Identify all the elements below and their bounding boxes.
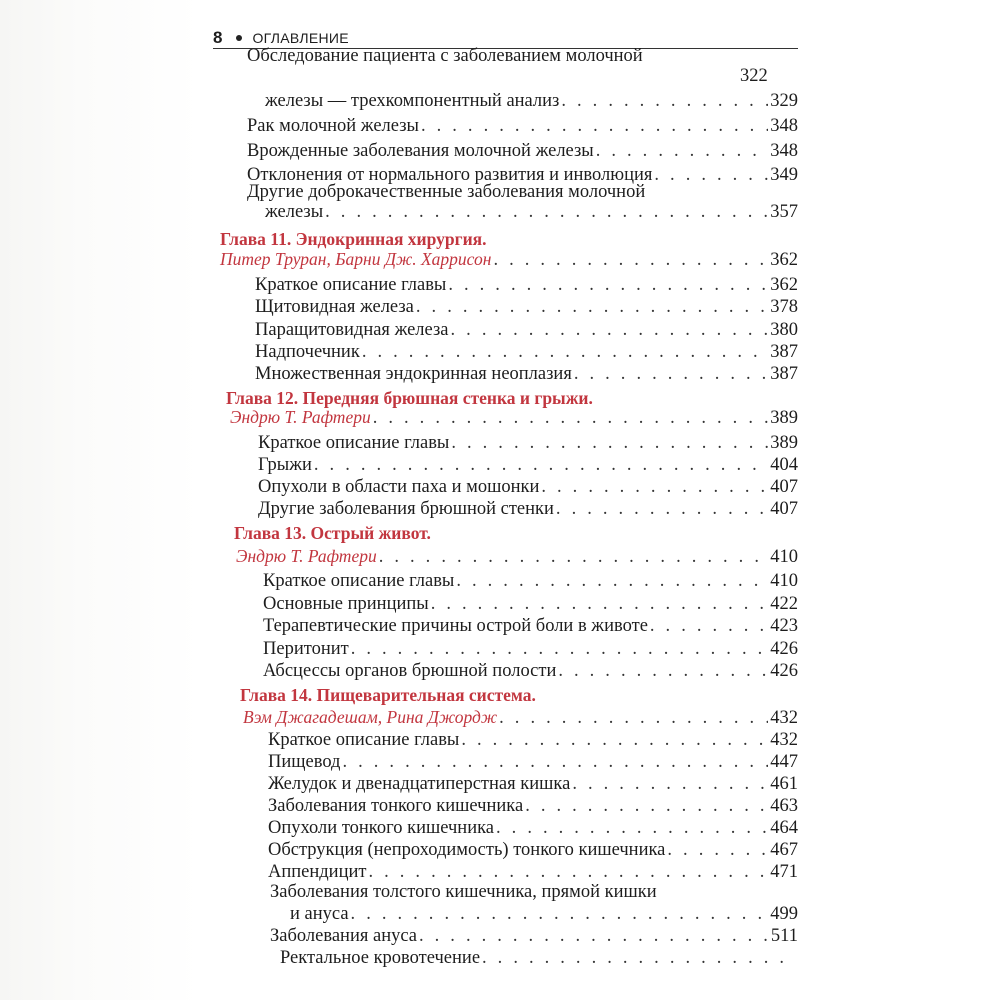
toc-entry[interactable]: и ануса . . . 499 (290, 902, 798, 926)
toc-entry[interactable]: Краткое описание главы . . . 389 (258, 431, 798, 455)
toc-entry[interactable]: Надпочечник . . . 387 (255, 340, 798, 364)
chapter-heading[interactable]: Глава 14. Пищеварительная система. (240, 685, 536, 705)
toc-entry[interactable]: Отклонения от нормального развития и инволюция . . . 349 (247, 163, 798, 187)
toc-entry[interactable]: Абсцессы органов брюшной полости . . . 426 (263, 659, 798, 683)
toc-entry[interactable]: Краткое описание главы . . . 432 (268, 728, 798, 752)
chapter-authors: Питер Труран, Барни Дж. Харрисон . . . 362 (220, 248, 798, 272)
toc-entry[interactable]: Врожденные заболевания молочной железы . . . 348 (247, 139, 798, 163)
toc-entry[interactable]: Множественная эндокринная неоплазия . . . 387 (255, 362, 798, 386)
toc-entry[interactable]: Ректальное кровотечение . . . (280, 946, 798, 970)
toc-entry[interactable]: Паращитовидная железа . . . 380 (255, 318, 798, 342)
chapter-heading[interactable]: Глава 12. Передняя брюшная стенка и грыжи. (226, 388, 593, 408)
toc-entry[interactable]: Обструкция (непроходимость) тонкого кишечника . . . 467 (268, 838, 798, 862)
toc-entry[interactable]: Рак молочной железы . . . 348 (247, 114, 798, 138)
chapter-authors: Эндрю Т. Рафтери . . . 410 (236, 545, 798, 569)
toc-entry[interactable]: Краткое описание главы . . . 410 (263, 569, 798, 593)
toc-entry[interactable]: Щитовидная железа . . . 378 (255, 295, 798, 319)
toc-entry[interactable]: Опухоли тонкого кишечника . . . 464 (268, 816, 798, 840)
chapter-heading[interactable]: Глава 11. Эндокринная хирургия. (220, 229, 487, 249)
toc-entry[interactable]: Заболевания ануса . . . 511 (270, 924, 798, 948)
toc-entry[interactable]: железы . . . 357 (265, 200, 798, 224)
toc-entry[interactable]: Основные принципы . . . 422 (263, 592, 798, 616)
toc-entry[interactable]: железы — трехкомпонентный анализ . . . 329 (265, 89, 798, 113)
chapter-authors: Эндрю Т. Рафтери . . . 389 (230, 406, 798, 430)
page-number: 8 (213, 28, 223, 47)
toc-entry[interactable]: Желудок и двенадцатиперстная кишка . . . 461 (268, 772, 798, 796)
toc-entry[interactable]: Аппендицит . . . 471 (268, 860, 798, 884)
toc-entry-line: Другие доброкачественные заболевания молочной (247, 182, 646, 202)
header-title: ОГЛАВЛЕНИЕ (252, 30, 349, 46)
chapter-heading[interactable]: Глава 13. Острый живот. (234, 523, 431, 543)
toc-entry-page-row: 322 (740, 66, 768, 86)
toc-entry-line: Заболевания толстого кишечника, прямой кишки (270, 882, 657, 902)
toc-entry[interactable]: Опухоли в области паха и мошонки . . . 407 (258, 475, 798, 499)
chapter-authors: Вэм Джагадешам, Рина Джордж . . . 432 (243, 706, 798, 730)
toc-entry[interactable]: Перитонит . . . 426 (263, 637, 798, 661)
toc-entry[interactable]: Заболевания тонкого кишечника . . . 463 (268, 794, 798, 818)
toc-entry[interactable]: Краткое описание главы . . . 362 (255, 273, 798, 297)
toc-entry-line: Обследование пациента с заболеванием молочной (247, 46, 643, 66)
toc-entry[interactable]: Терапевтические причины острой боли в животе . . . 423 (263, 614, 798, 638)
toc-entry[interactable]: Пищевод . . . 447 (268, 750, 798, 774)
toc-entry[interactable]: Другие заболевания брюшной стенки . . . 407 (258, 497, 798, 521)
toc-entry[interactable]: Грыжи . . . 404 (258, 453, 798, 477)
